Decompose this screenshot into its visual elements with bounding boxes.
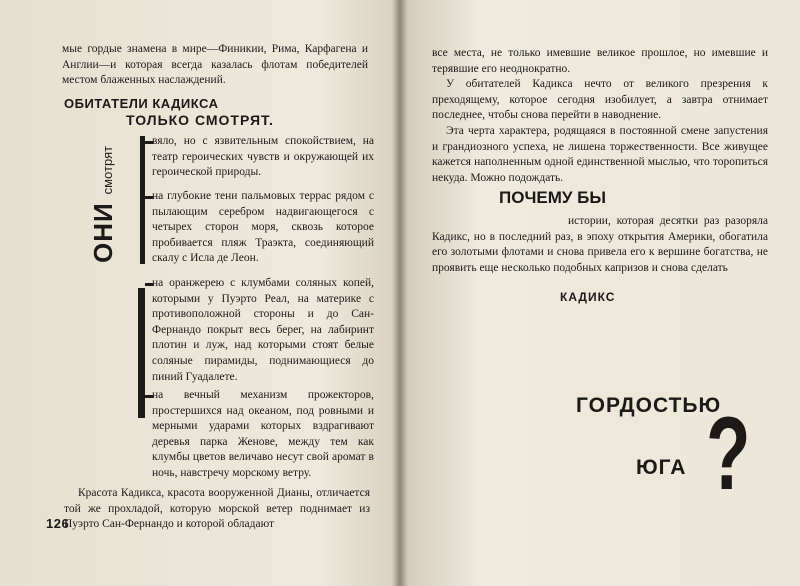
vertical-heading-big: ОНИ — [88, 202, 118, 263]
list-item: вяло, но с язвительным спокойствием, на театр героических чувств и окружающей их героической природы. — [152, 135, 374, 179]
heading-why: ПОЧЕМУ БЫ — [499, 188, 607, 207]
vertical-heading-small: смотрят — [100, 145, 115, 195]
page-number: 126 — [46, 516, 70, 531]
intro-paragraph: мые гордые знамена в мире—Финикии, Рима, Карфагена и Англии—и которая всегда казалась флотам победителей местом блаженных наслаждений. — [62, 43, 368, 87]
list-item: на глубокие тени пальмовых террас рядом с пылающим серебром надвигающегося с четырех сторон моря, сквозь которое пробивается пляж Траэкта, соединяющий скалу с Исла де Леон. — [152, 190, 374, 265]
vertical-heading — [88, 143, 128, 263]
bracket-bar-lower — [138, 288, 145, 418]
paragraph: У обитателей Кадикса нечто от великого презрения к преходящему, которое сегодня изобилует, а завтра отнимает последнее, чтобы снова перейти в наводнение. — [432, 78, 768, 122]
question-mark: ? — [706, 396, 751, 512]
right-page — [402, 0, 800, 586]
paragraph: истории, которая десятки раз разоряла Кадикс, но в последний раз, в эпоху открытия Америки, обогатила его золотыми флотами и снова привела его к вершине богатства, не проявить еще несколько подобных капризов и снова сделать — [432, 215, 768, 274]
heading-kadiks: КАДИКС — [560, 290, 616, 304]
list-item: на оранжерею с клумбами соляных копей, которыми у Пуэрто Реал, на материке с противоположной стороны и до Сан-Фернандо покрыт весь берег, на лабиринт плотин и луж, над которыми стоят белые соляные пирамиды, поднимающиеся до пиний Гуадалете. — [152, 277, 374, 383]
word-south: ЮГА — [636, 456, 687, 479]
word-pride: ГОРДОСТЬЮ — [576, 394, 722, 417]
paragraph: все места, не только имевшие великое прошлое, но имевшие и терявшие его неоднократно. — [432, 47, 768, 75]
paragraph: Эта черта характера, родящаяся в постоянной смене запустения и грандиозного успеха, не лишена торжественности. Все живущее кажется наполненным одной единственной мыслью, что торопиться некуда. Можно подождать. — [432, 125, 768, 184]
left-page — [0, 0, 398, 586]
closing-paragraph: Красота Кадикса, красота вооруженной Дианы, отличается той же прохладой, которую морской ветер поднимает из Пуэрто Сан-Фернандо и которой обладают — [64, 487, 370, 531]
list-item: на вечный механизм прожекторов, простершихся над океаном, под ровными и мерными ударами которых вздрагивают деревья парка Женове, между тем как клумбы цветов величаво несут свой аромат в ночь, навстречу морскому ветру. — [152, 389, 374, 479]
heading-inhabitants: ОБИТАТЕЛИ КАДИКСА — [64, 96, 219, 111]
heading-only-watch: ТОЛЬКО СМОТРЯТ. — [126, 112, 274, 128]
bracket-bar-upper — [140, 136, 145, 264]
